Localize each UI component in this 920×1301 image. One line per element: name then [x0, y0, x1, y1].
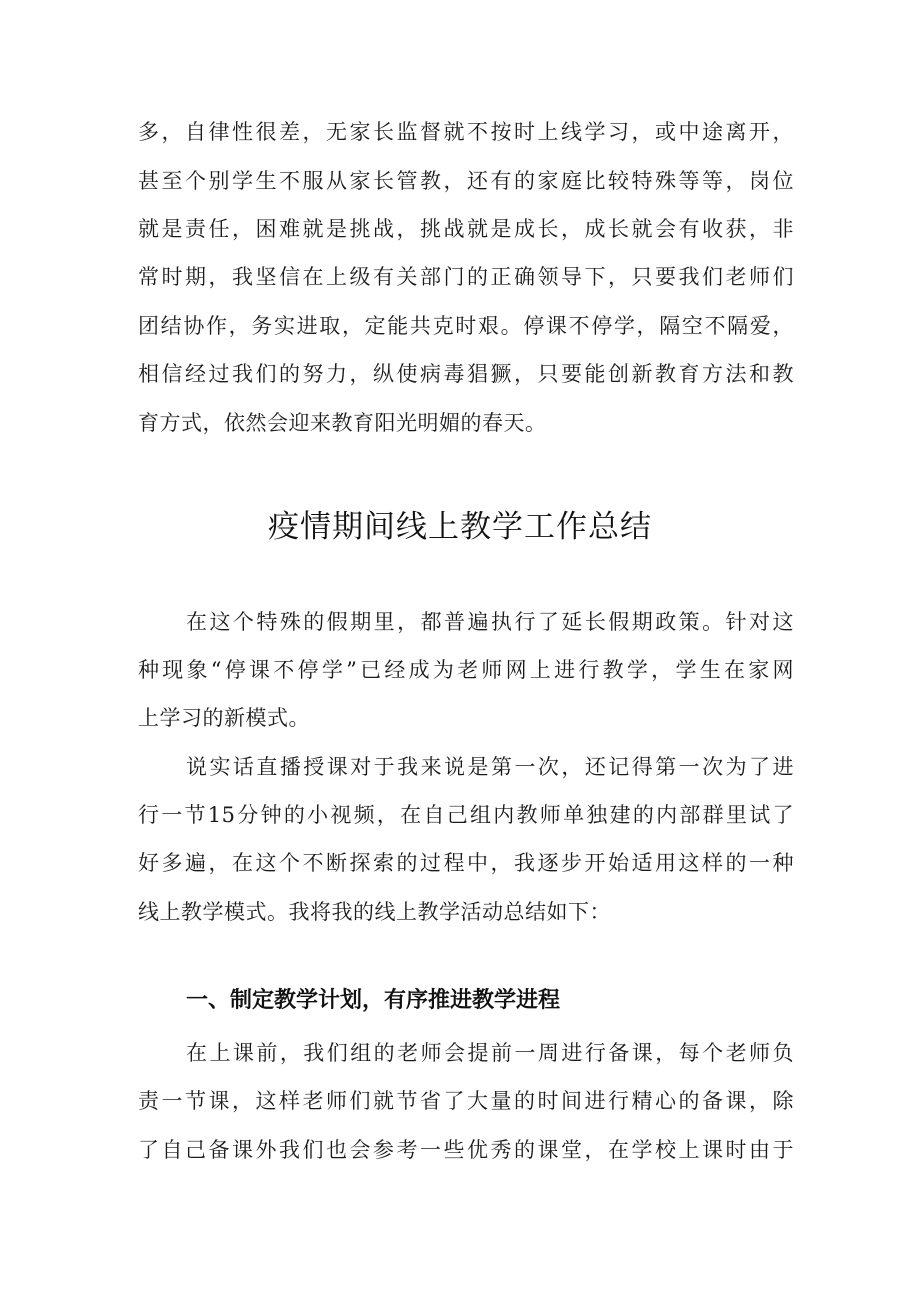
paragraph-line: 常时期，我坚信在上级有关部门的正确领导下，只要我们老师们	[138, 265, 794, 289]
paragraph-line: 在上课前，我们组的老师会提前一周进行备课，每个老师负	[186, 1041, 794, 1065]
paragraph-line: 团结协作，务实进取，定能共克时艰。停课不停学，隔空不隔爱，	[138, 314, 794, 338]
paragraph-line: 育方式，依然会迎来教育阳光明媚的春天。	[138, 411, 547, 435]
paragraph-line: 就是责任，困难就是挑战，挑战就是成长，成长就会有收获，非	[138, 217, 794, 241]
paragraph-line: 上学习的新模式。	[138, 706, 310, 730]
paragraph-line: 好多遍，在这个不断探索的过程中，我逐步开始适用这样的一种	[138, 851, 794, 875]
paragraph-line: 甚至个别学生不服从家长管教，还有的家庭比较特殊等等，岗位	[138, 169, 794, 193]
paragraph-line: 行一节15分钟的小视频，在自己组内教师单独建的内部群里试了	[138, 803, 794, 827]
paragraph-line: 说实话直播授课对于我来说是第一次，还记得第一次为了进	[186, 755, 794, 779]
paragraph-line: 多，自律性很差，无家长监督就不按时上线学习，或中途离开，	[138, 120, 794, 144]
paragraph-line: 种现象“停课不停学”已经成为老师网上进行教学，学生在家网	[138, 658, 794, 682]
paragraph-line: 在这个特殊的假期里，都普遍执行了延长假期政策。针对这	[186, 610, 794, 634]
paragraph-line: 相信经过我们的努力，纵使病毒猖獗，只要能创新教育方法和教	[138, 362, 794, 386]
document-title: 疫情期间线上教学工作总结	[268, 509, 652, 545]
paragraph-line: 了自己备课外我们也会参考一些优秀的课堂，在学校上课时由于	[138, 1138, 794, 1162]
paragraph-line: 责一节课，这样老师们就节省了大量的时间进行精心的备课，除	[138, 1089, 794, 1113]
section-heading: 一、制定教学计划，有序推进教学进程	[186, 988, 561, 1013]
paragraph-line: 线上教学模式。我将我的线上教学活动总结如下：	[138, 900, 611, 924]
